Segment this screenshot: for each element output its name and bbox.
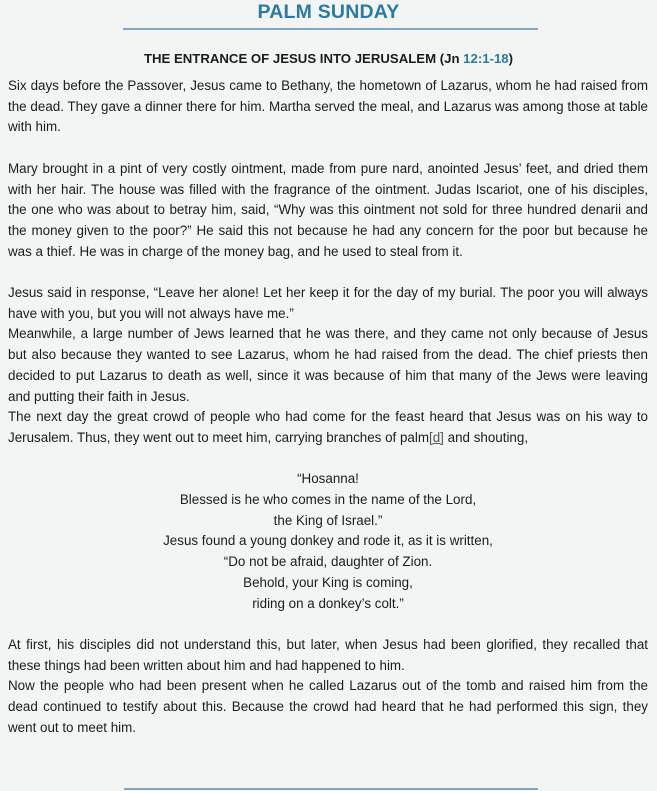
verse-line: riding on a donkey’s colt.” bbox=[252, 595, 404, 611]
paragraph-5-text: The next day the great crowd of people who had come for the feast heard that Jesus was on his way to Jerusalem. Thus, they went out to meet him, carrying branches of palm bbox=[8, 409, 648, 445]
verse-quote bbox=[8, 469, 648, 614]
reading-heading-text: THE ENTRANCE OF JESUS INTO JERUSALEM (Jn bbox=[143, 51, 464, 66]
paragraph-7: Now the people who had been present when he called Lazarus out of the tomb and raised him from the dead continued to testify about this. Because the crowd had heard that he had performed this sign, they went out to meet him. bbox=[8, 678, 648, 735]
paragraph-5 bbox=[8, 407, 648, 448]
verse-line: “Hosanna! bbox=[297, 471, 359, 487]
paragraph-6: At first, his disciples did not understand this, but later, when Jesus had been glorified, they recalled that these things had been written about him and had happened to him. bbox=[8, 636, 648, 673]
reading-heading bbox=[0, 51, 657, 66]
verse-line: Jesus found a young donkey and rode it, as it is written, bbox=[163, 533, 493, 549]
paragraph-5-tail: and shouting, bbox=[443, 429, 529, 445]
title-divider bbox=[123, 28, 538, 30]
paragraph-3: Jesus said in response, “Leave her alone! Let her keep it for the day of my burial. The poor you will always have with you, but you will not always have me.” bbox=[8, 285, 648, 321]
reading-body bbox=[8, 76, 648, 738]
scripture-reference: 12:1-18 bbox=[463, 51, 509, 66]
verse-line: Behold, your King is coming, bbox=[243, 574, 413, 590]
reading-heading-close: ) bbox=[508, 51, 514, 66]
paragraph-1: Six days before the Passover, Jesus came to Bethany, the hometown of Lazarus, whom he had raised from the dead. They gave a dinner there for him. Martha served the meal, and Lazarus was among those at table with him. bbox=[8, 78, 648, 135]
verse-line: Blessed is he who comes in the name of the Lord, bbox=[179, 492, 477, 508]
verse-line: the King of Israel.” bbox=[273, 512, 383, 528]
bottom-divider bbox=[124, 788, 538, 790]
verse-line: “Do not be afraid, daughter of Zion. bbox=[223, 554, 433, 570]
paragraph-2: Mary brought in a pint of very costly ointment, made from pure nard, anointed Jesus’ feet, and dried them with her hair. The house was filled with the fragrance of the ointment. Judas Iscariot, one of his disciples, the one who was about to betray him, said, “Why was this ointment not sold for three hundred denarii and the money given to the poor?” He said this not because he had any concern for the poor but because he was a thief. He was in charge of the money bag, and he used to steal from it. bbox=[8, 160, 648, 259]
paragraph-4: Meanwhile, a large number of Jews learned that he was there, and they came not only because of Jesus but also because they wanted to see Lazarus, whom he had raised from the dead. The chief priests then decided to put Lazarus to death as well, since it was because of him that many of the Jews were leaving and putting their faith in Jesus. bbox=[8, 326, 648, 404]
footnote-link[interactable]: [d] bbox=[429, 429, 444, 445]
page-title: PALM SUNDAY bbox=[257, 1, 400, 23]
